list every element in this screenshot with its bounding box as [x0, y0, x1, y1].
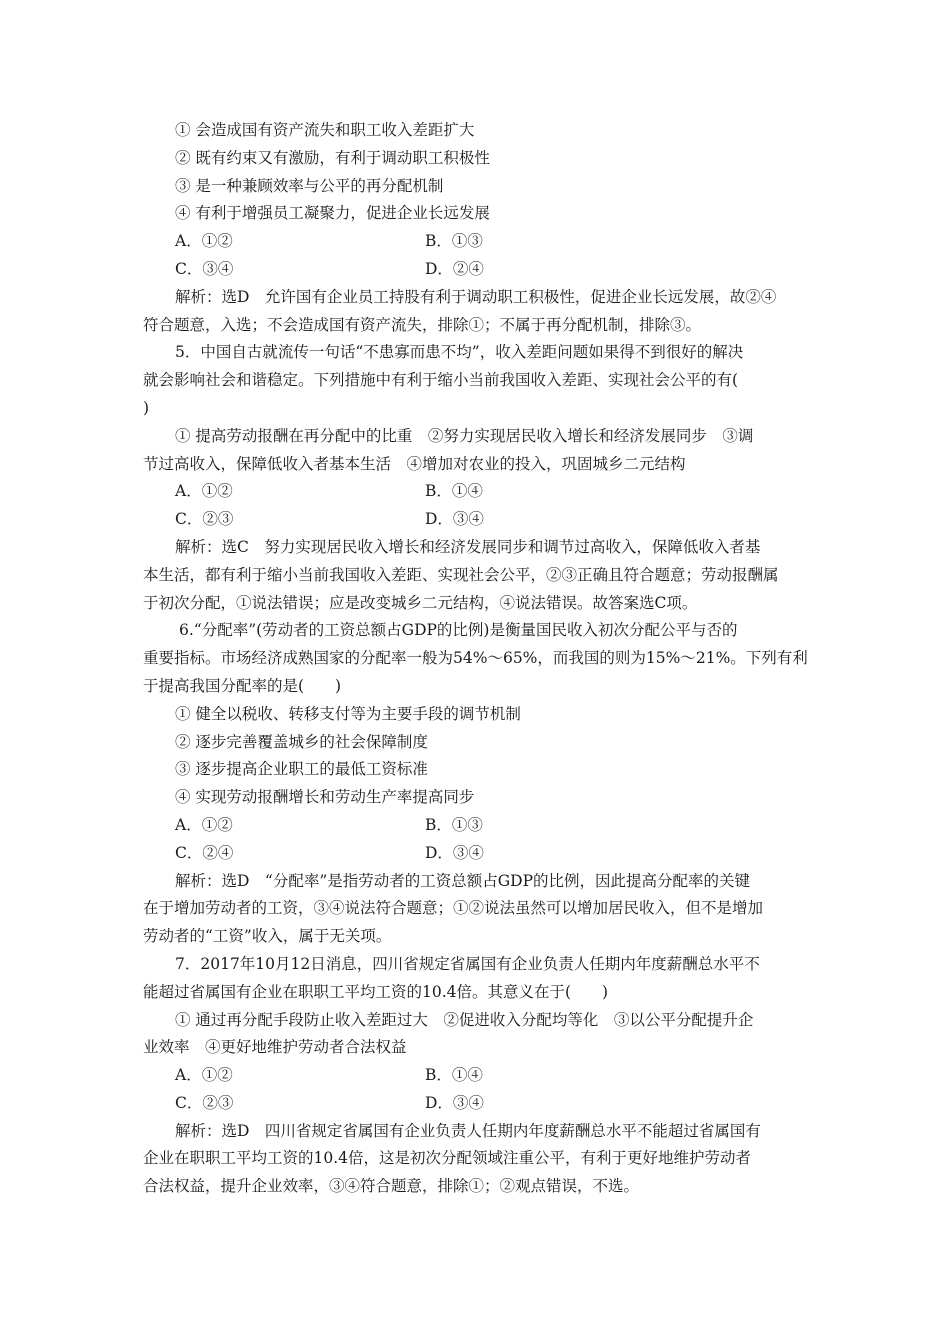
q5-stem-line-3: ) [143, 398, 150, 417]
q7-items-line-2: 业效率 ④更好地维护劳动者合法权益 [143, 1038, 407, 1057]
q4-option-c: C．③④ [175, 259, 234, 278]
q6-item-2: ② 逐步完善覆盖城乡的社会保障制度 [175, 732, 428, 751]
q6-analysis-line-3: 劳动者的“工资”收入，属于无关项。 [143, 927, 392, 946]
q5-option-a: A．①② [175, 482, 233, 501]
q5-option-c: C．②③ [175, 510, 234, 529]
q5-stem-line-2: 就会影响社会和谐稳定。下列措施中有利于缩小当前我国收入差距、实现社会公平的有( [143, 371, 739, 390]
q5-option-b: B．①④ [425, 482, 483, 501]
q4-options-row-1 [143, 228, 808, 256]
q5-analysis-line-3: 于初次分配，①说法错误；应是改变城乡二元结构，④说法错误。故答案选C项。 [143, 593, 698, 612]
q5-option-d: D．③④ [425, 510, 484, 529]
q4-item-2: ② 既有约束又有激励，有利于调动职工积极性 [175, 148, 490, 167]
q6-option-a: A．①② [175, 815, 233, 834]
q7-items-line-1: ① 通过再分配手段防止收入差距过大 ②促进收入分配均等化 ③以公平分配提升企 [175, 1010, 754, 1029]
q6-options-row-1 [143, 812, 808, 840]
q7-analysis-line-2: 企业在职职工平均工资的10.4倍，这是初次分配领域注重公平，有利于更好地维护劳动者 [143, 1149, 752, 1168]
q4-item-3: ③ 是一种兼顾效率与公平的再分配机制 [175, 176, 444, 195]
q6-analysis-line-1: 解析：选D “分配率”是指劳动者的工资总额占GDP的比例，因此提高分配率的关键 [175, 871, 751, 890]
q7-analysis-line-3: 合法权益，提升企业效率，③④符合题意，排除①；②观点错误，不选。 [143, 1177, 640, 1196]
q4-analysis-line-1: 解析：选D 允许国有企业员工持股有利于调动职工积极性，促进企业长远发展，故②④ [175, 287, 777, 306]
q7-analysis-line-1: 解析：选D 四川省规定省属国有企业负责人任期内年度薪酬总水平不能超过省属国有 [175, 1121, 761, 1140]
q5-analysis-line-2: 本生活，都有利于缩小当前我国收入差距、实现社会公平，②③正确且符合题意；劳动报酬属 [143, 565, 779, 584]
q6-option-b: B．①③ [425, 815, 483, 834]
q6-stem-line-2: 重要指标。市场经济成熟国家的分配率一般为54%～65%，而我国的则为15%～21%。下列有利 [143, 649, 808, 668]
q6-item-1: ① 健全以税收、转移支付等为主要手段的调节机制 [175, 704, 521, 723]
q6-option-c: C．②④ [175, 843, 234, 862]
q4-item-1: ① 会造成国有资产流失和职工收入差距扩大 [175, 121, 475, 139]
q4-item-4: ④ 有利于增强员工凝聚力，促进企业长远发展 [175, 204, 490, 223]
q4-option-b: B．①③ [425, 232, 483, 251]
q5-items-line-2: 节过高收入，保障低收入者基本生活 ④增加对农业的投入，巩固城乡二元结构 [143, 454, 686, 473]
q4-options-row-2 [143, 256, 808, 284]
q7-stem-line-2: 能超过省属国有企业在职职工平均工资的10.4倍。其意义在于( ) [143, 982, 609, 1001]
q6-item-4: ④ 实现劳动报酬增长和劳动生产率提高同步 [175, 788, 475, 807]
q4-option-d: D．②④ [425, 259, 484, 278]
page-content [143, 117, 808, 1201]
q7-option-c: C．②③ [175, 1093, 234, 1112]
q7-options-row-1 [143, 1062, 808, 1090]
q4-analysis-line-2: 符合题意，入选；不会造成国有资产流失，排除①；不属于再分配机制，排除③。 [143, 315, 702, 334]
q5-options-row-1 [143, 478, 808, 506]
q6-options-row-2 [143, 840, 808, 868]
q6-option-d: D．③④ [425, 843, 484, 862]
q7-options-row-2 [143, 1090, 808, 1118]
q6-stem-line-1: 6.“分配率”(劳动者的工资总额占GDP的比例)是衡量国民收入初次分配公平与否的 [179, 621, 738, 640]
q7-option-d: D．③④ [425, 1093, 484, 1112]
q5-options-row-2 [143, 506, 808, 534]
q6-item-3: ③ 逐步提高企业职工的最低工资标准 [175, 760, 428, 779]
q7-stem-line-1: 7．2017年10月12日消息，四川省规定省属国有企业负责人任期内年度薪酬总水平不 [175, 954, 760, 973]
q7-option-a: A．①② [175, 1066, 233, 1085]
q7-option-b: B．①④ [425, 1066, 483, 1085]
q4-option-a: A．①② [175, 232, 233, 251]
q5-analysis-line-1: 解析：选C 努力实现居民收入增长和经济发展同步和调节过高收入，保障低收入者基 [175, 537, 761, 556]
q6-stem-line-3: 于提高我国分配率的是( ) [143, 676, 342, 695]
q6-analysis-line-2: 在于增加劳动者的工资，③④说法符合题意；①②说法虽然可以增加居民收入，但不是增加 [143, 899, 764, 918]
q5-items-line-1: ① 提高劳动报酬在再分配中的比重 ②努力实现居民收入增长和经济发展同步 ③调 [175, 426, 754, 445]
q5-stem-line-1: 5．中国自古就流传一句话“不患寡而患不均”，收入差距问题如果得不到很好的解决 [175, 343, 744, 362]
